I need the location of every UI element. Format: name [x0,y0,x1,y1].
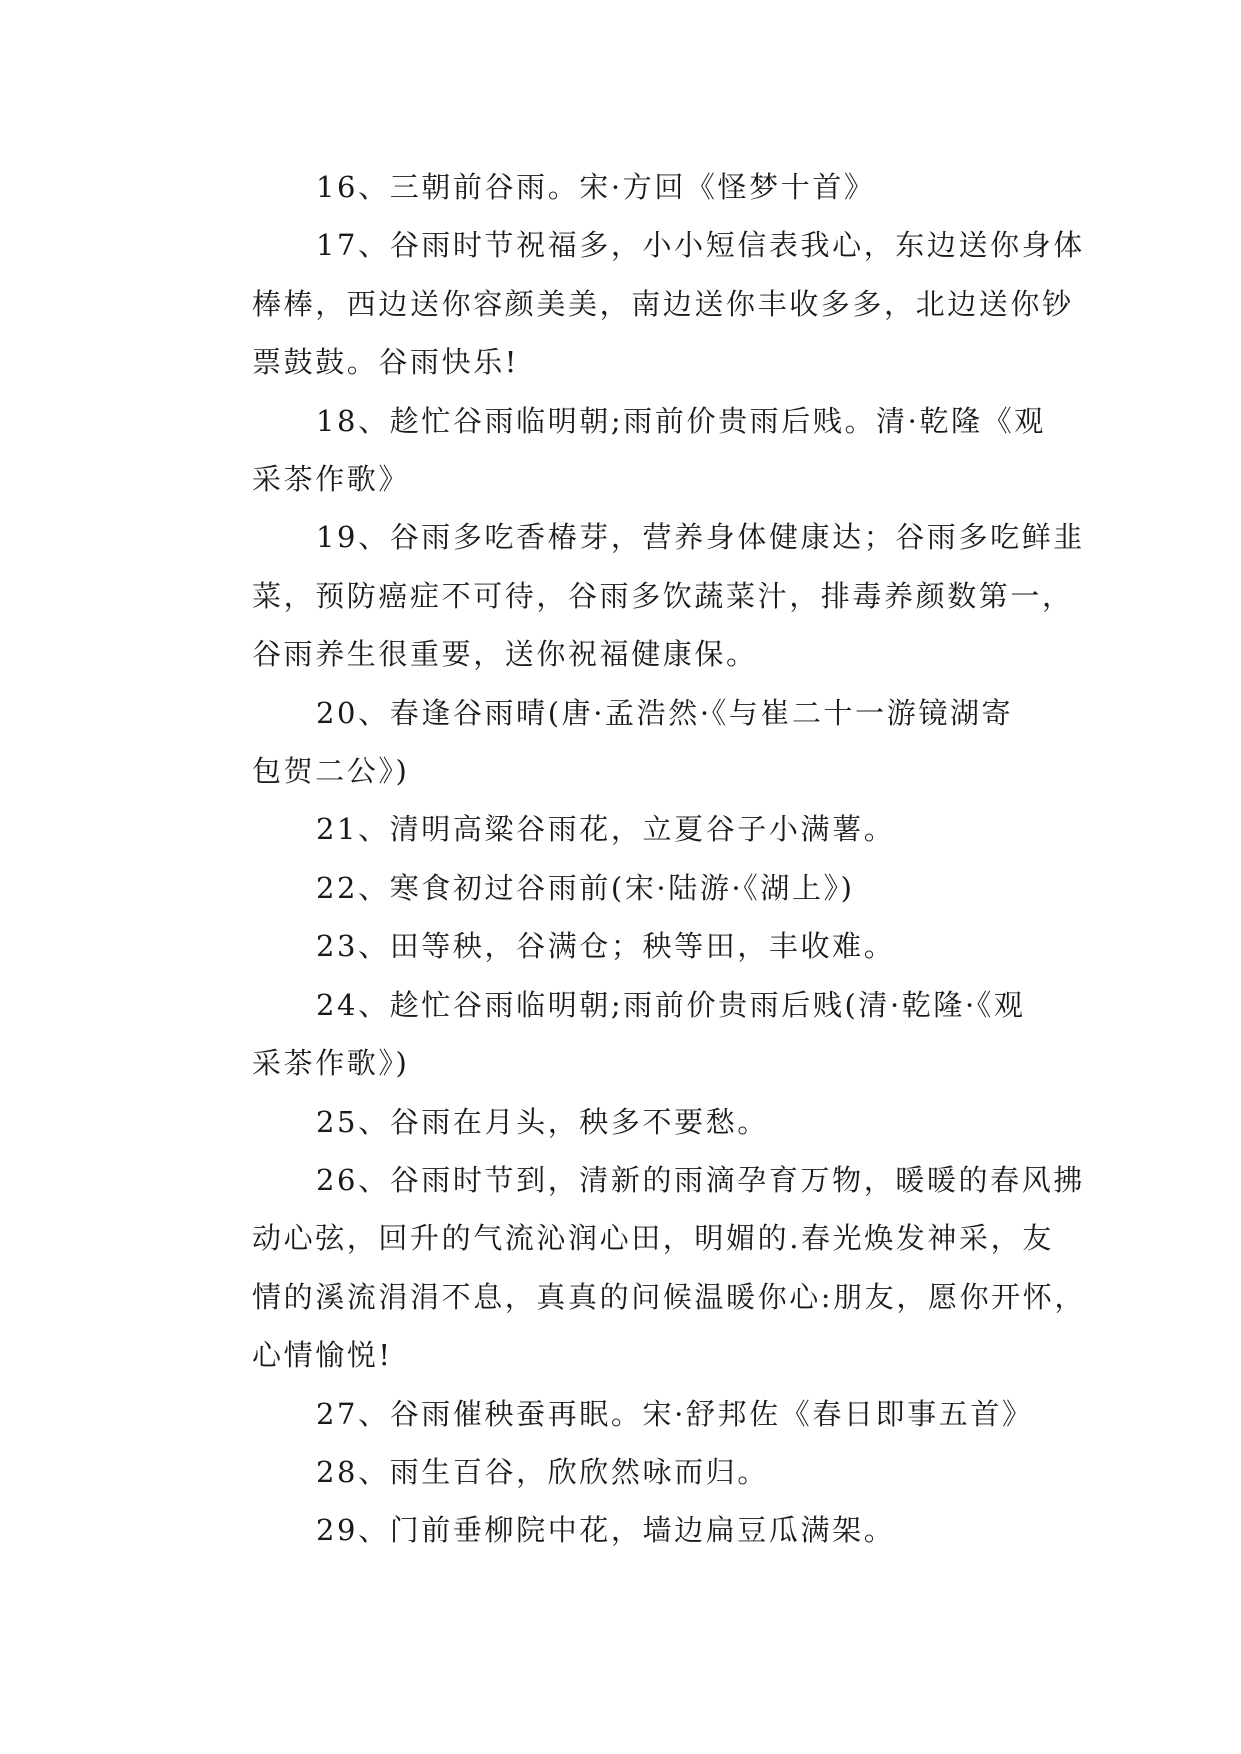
paragraph-23 [188,917,1058,975]
text-line: 采茶作歌》) [252,1046,410,1081]
paragraph-22 [188,859,1058,917]
text-line: 棒棒，西边送你容颜美美，南边送你丰收多多，北边送你钞 [252,286,1074,321]
text-line: 谷雨养生很重要，送你祝福健康保。 [252,637,758,672]
paragraph-28 [188,1443,1058,1501]
text-line: 动心弦，回升的气流沁润心田，明媚的.春光焕发神采，友 [252,1221,1054,1256]
paragraph-17 [188,216,1085,391]
text-line: 16、三朝前谷雨。宋·方回《怪梦十首》 [316,170,876,204]
paragraph-26 [188,1151,1086,1385]
text-line: 菜，预防癌症不可待，谷雨多饮蔬菜汁，排毒养颜数第一， [252,578,1074,613]
paragraph-20 [188,684,1058,801]
paragraph-16 [188,158,1058,216]
text-line: 27、谷雨催秧蚕再眠。宋·舒邦佐《春日即事五首》 [316,1396,1034,1431]
paragraph-21 [188,800,1058,858]
document-body [188,158,1086,1560]
text-line: 包贺二公》) [252,754,410,789]
text-line: 21、清明高粱谷雨花，立夏谷子小满薯。 [316,812,896,847]
text-line: 24、趁忙谷雨临明朝;雨前价贵雨后贱(清·乾隆·《观 [316,987,1026,1022]
paragraph-25 [188,1093,1058,1151]
text-line: 情的溪流涓涓不息，真真的问候温暖你心:朋友，愿你开怀， [252,1279,1086,1314]
text-line: 票鼓鼓。谷雨快乐! [252,345,520,380]
text-line: 19、谷雨多吃香椿芽，营养身体健康达；谷雨多吃鲜韭 [316,520,1085,555]
paragraph-24 [188,976,1058,1093]
paragraph-19 [188,508,1085,683]
paragraph-18 [188,392,1058,509]
text-line: 采茶作歌》 [252,462,411,497]
text-line: 18、趁忙谷雨临明朝;雨前价贵雨后贱。清·乾隆《观 [316,403,1046,438]
text-line: 29、门前垂柳院中花，墙边扁豆瓜满架。 [316,1513,896,1548]
paragraph-27 [188,1385,1058,1443]
text-line: 28、雨生百谷，欣欣然咏而归。 [316,1454,769,1489]
paragraph-29 [188,1501,1058,1559]
text-line: 17、谷雨时节祝福多，小小短信表我心，东边送你身体 [316,228,1085,263]
text-line: 心情愉悦! [252,1338,393,1373]
text-line: 25、谷雨在月头，秧多不要愁。 [316,1104,769,1139]
text-line: 20、春逢谷雨晴(唐·孟浩然·《与崔二十一游镜湖寄 [316,695,1014,730]
text-line: 26、谷雨时节到，清新的雨滴孕育万物，暖暖的春风拂 [316,1162,1085,1197]
text-line: 22、寒食初过谷雨前(宋·陆游·《湖上》) [316,870,855,905]
text-line: 23、田等秧，谷满仓；秧等田，丰收难。 [316,929,896,964]
